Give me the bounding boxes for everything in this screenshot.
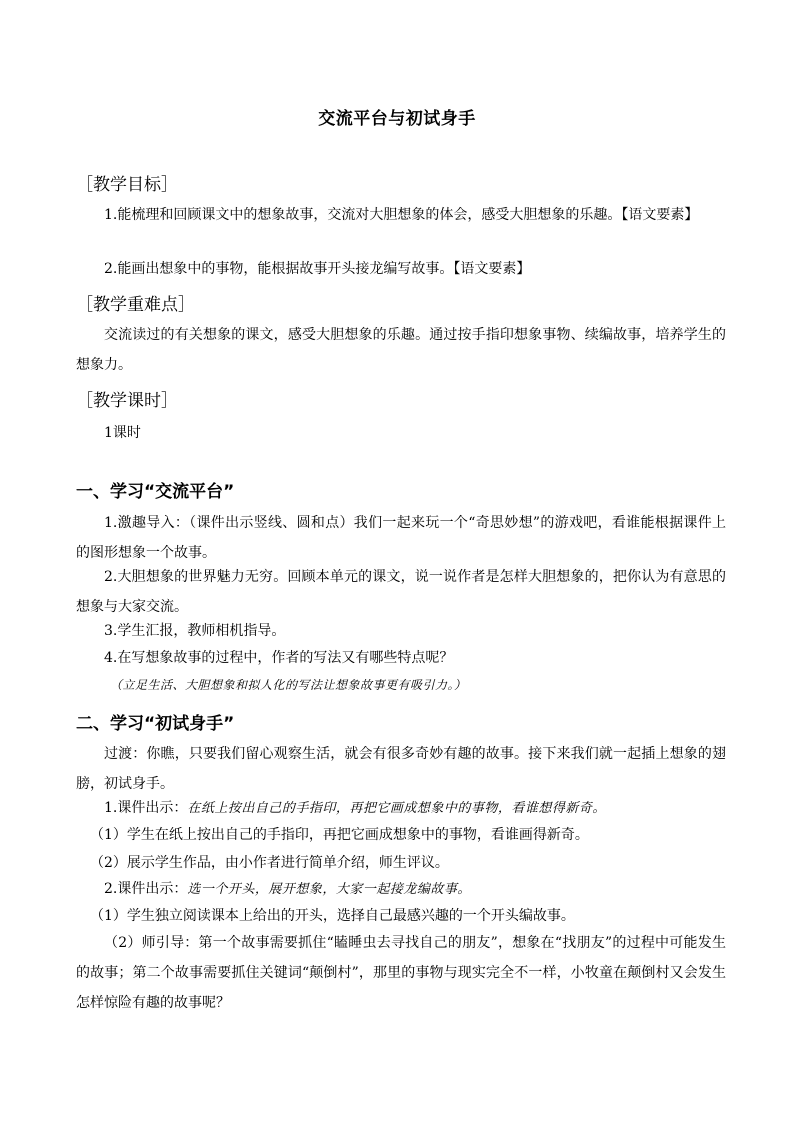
- part2-item-2-text: 选一个开头，展开想象，大家一起接龙编故事。: [187, 882, 471, 897]
- part2-intro: 过渡：你瞧，只要我们留心观察生活，就会有很多奇妙有趣的故事。接下来我们就一起插上想象的翅膀，初试身手。: [76, 746, 726, 792]
- part1-item-3: 3.学生汇报，教师相机指导。: [104, 623, 286, 639]
- part2-item-1-label: 1.课件出示：: [104, 800, 188, 816]
- hours-heading: ［教学课时］: [76, 391, 178, 411]
- goals-heading: ［教学目标］: [76, 175, 178, 195]
- part2-item-1-text: 在纸上按出自己的手指印，再把它画成想象中的事物，看谁想得新奇。: [187, 801, 606, 816]
- page-title: 交流平台与初试身手: [318, 109, 476, 129]
- part1-item-1: 1.激趣导入：（课件出示竖线、圆和点）我们一起来玩一个“奇思妙想”的游戏吧，看谁能根据课件上的图形想象一个故事。: [76, 515, 726, 561]
- part2-item-2-label: 2.课件出示：: [104, 881, 188, 897]
- part2-heading: 二、学习“初试身手”: [76, 714, 235, 734]
- part2-item-2-sub-1: （1）学生独立阅读课本上给出的开头，选择自己最感兴趣的一个开头编故事。: [90, 908, 575, 924]
- hours-text: 1课时: [104, 425, 141, 441]
- part1-note: （立足生活、大胆想象和拟人化的写法让想象故事更有吸引力。）: [110, 678, 467, 692]
- key-text: 交流读过的有关想象的课文，感受大胆想象的乐趣。通过按手指印想象事物、续编故事，培养学生的想象力。: [76, 327, 726, 373]
- key-heading: ［教学重难点］: [76, 295, 195, 315]
- part2-item-1-sub-1: （1）学生在纸上按出自己的手指印，再把它画成想象中的事物，看谁画得新奇。: [90, 827, 589, 843]
- part2-item-2-sub-2: （2）师引导：第一个故事需要抓住“瞌睡虫去寻找自己的朋友”，想象在“找朋友”的过程中可能发生的故事；第二个故事需要抓住关键词“颠倒村”，那里的事物与现实完全不一样，小牧童在颠倒村又会发生怎样惊险有趣的故事呢？: [76, 935, 726, 1011]
- part1-item-4: 4.在写想象故事的过程中，作者的写法又有哪些特点呢？: [104, 650, 454, 666]
- goals-item-1: 1.能梳理和回顾课文中的想象故事，交流对大胆想象的体会，感受大胆想象的乐趣。【语文要素】: [104, 207, 699, 223]
- goals-item-2: 2.能画出想象中的事物，能根据故事开头接龙编写故事。【语文要素】: [104, 261, 531, 277]
- part1-item-2: 2.大胆想象的世界魅力无穷。回顾本单元的课文，说一说作者是怎样大胆想象的，把你认为有意思的想象与大家交流。: [76, 569, 726, 615]
- part2-item-1-sub-2: （2）展示学生作品，由小作者进行简单介绍，师生评议。: [90, 855, 449, 871]
- part1-heading: 一、学习“交流平台”: [76, 482, 235, 502]
